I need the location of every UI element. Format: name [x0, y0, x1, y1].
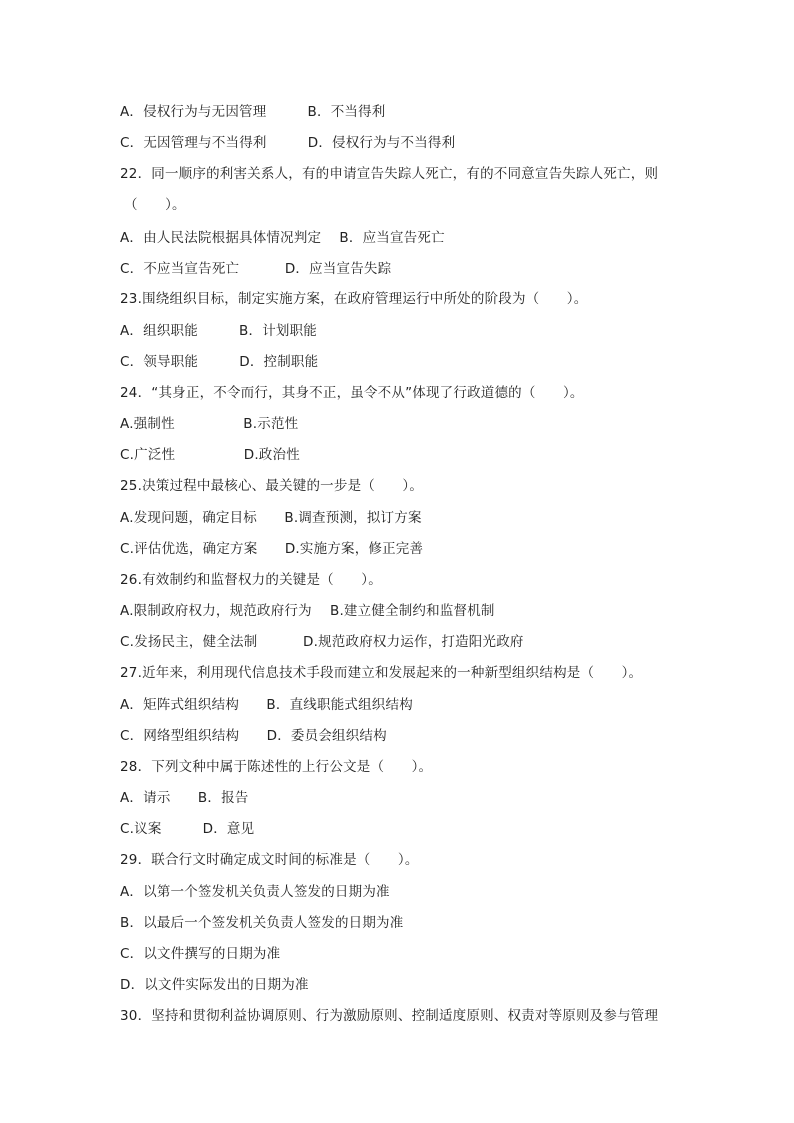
q28-stem: 28．下列文种中属于陈述性的上行公文是（ ）。 — [120, 759, 433, 775]
q21-options-cd: C．无因管理与不当得利 D．侵权行为与不当得利 — [120, 135, 456, 151]
q24-options-cd: C.广泛性 D.政治性 — [120, 447, 300, 463]
q25-stem: 25.决策过程中最核心、最关键的一步是（ ）。 — [120, 478, 424, 494]
q28-options-cd: C.议案 D．意见 — [120, 821, 255, 837]
q29-option-d: D．以文件实际发出的日期为准 — [120, 977, 309, 993]
q24-stem: 24．“其身正，不令而行，其身不正，虽令不从”体现了行政道德的（ ）。 — [120, 385, 584, 401]
q22-options-ab: A．由人民法院根据具体情况判定 B．应当宣告死亡 — [120, 230, 445, 246]
q26-options-ab: A.限制政府权力，规范政府行为 B.建立健全制约和监督机制 — [120, 603, 495, 619]
q23-options-cd: C．领导职能 D．控制职能 — [120, 354, 319, 370]
q28-options-ab: A．请示 B．报告 — [120, 790, 249, 806]
q26-stem: 26.有效制约和监督权力的关键是（ ）。 — [120, 572, 382, 588]
q22-stem-continued: （ ）。 — [124, 197, 186, 213]
q27-options-ab: A．矩阵式组织结构 B．直线职能式组织结构 — [120, 697, 413, 713]
q27-stem: 27.近年来，利用现代信息技术手段而建立和发展起来的一种新型组织结构是（ ）。 — [120, 665, 643, 681]
q23-options-ab: A．组织职能 B．计划职能 — [120, 323, 317, 339]
q26-options-cd: C.发扬民主，健全法制 D.规范政府权力运作，打造阳光政府 — [120, 634, 524, 650]
q24-options-ab: A.强制性 B.示范性 — [120, 416, 299, 432]
q25-options-ab: A.发现问题，确定目标 B.调查预测，拟订方案 — [120, 510, 422, 526]
q27-options-cd: C．网络型组织结构 D．委员会组织结构 — [120, 728, 387, 744]
q22-stem: 22．同一顺序的利害关系人，有的申请宣告失踪人死亡，有的不同意宣告失踪人死亡，则 — [120, 166, 659, 182]
q30-stem: 30．坚持和贯彻利益协调原则、行为激励原则、控制适度原则、权责对等原则及参与管理 — [120, 1008, 659, 1024]
q29-option-b: B．以最后一个签发机关负责人签发的日期为准 — [120, 915, 404, 931]
q29-option-a: A．以第一个签发机关负责人签发的日期为准 — [120, 884, 390, 900]
q23-stem: 23.围绕组织目标，制定实施方案，在政府管理运行中所处的阶段为（ ）。 — [120, 291, 588, 307]
q29-stem: 29．联合行文时确定成文时间的标准是（ ）。 — [120, 852, 419, 868]
q21-options-ab: A．侵权行为与无因管理 B．不当得利 — [120, 104, 386, 120]
q22-options-cd: C．不应当宣告死亡 D．应当宣告失踪 — [120, 261, 392, 277]
q29-option-c: C．以文件撰写的日期为准 — [120, 946, 281, 962]
q25-options-cd: C.评估优选，确定方案 D.实施方案，修正完善 — [120, 541, 424, 557]
